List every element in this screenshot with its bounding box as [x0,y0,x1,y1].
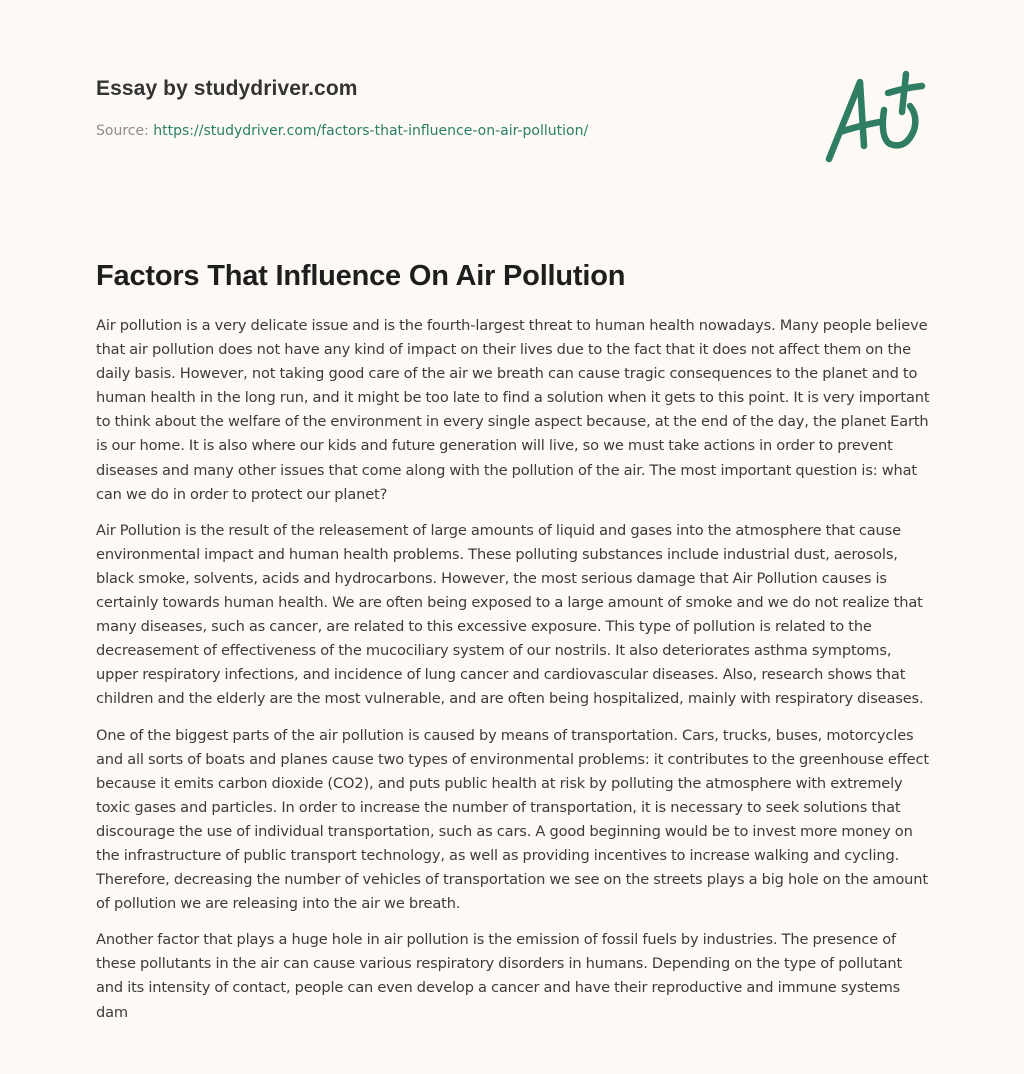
source-link[interactable]: https://studydriver.com/factors-that-influence-on-air-pollution/ [153,123,589,139]
source-line [96,121,816,141]
source-label: Source: [96,123,149,139]
essay-body [96,314,932,1037]
a-plus-grade-icon [820,66,928,166]
essay-paragraph: Air pollution is a very delicate issue and is the fourth-largest threat to human health nowadays. Many people believe that air pollution does not have any kind of impact on their lives due to the fact that it does not affect them on the daily basis. However, not taking good care of the air we breath can cause tragic consequences to the planet and to human health in the long run, and it might be too late to find a solution when it gets to this point. It is very important to think about the welfare of the environment in every single aspect because, at the end of the day, the planet Earth is our home. It is also where our kids and future generation will live, so we must take actions in order to prevent diseases and many other issues that come along with the pollution of the air. The most important question is: what can we do in order to protect our planet? [96,317,930,503]
essay-paragraph: Air Pollution is the result of the releasement of large amounts of liquid and gases into the atmosphere that cause environmental impact and human health problems. These polluting substances include industrial dust, aerosols, black smoke, solvents, acids and hydrocarbons. However, the most serious damage that Air Pollution causes is certainly towards human health. We are often being exposed to a large amount of smoke and we do not realize that many diseases, such as cancer, are related to this excessive exposure. This type of pollution is related to the decreasement of effectiveness of the mucociliary system of our nostrils. It also deteriorates asthma symptoms, upper respiratory infections, and incidence of lung cancer and cardiovascular diseases. Also, research shows that children and the elderly are the most vulnerable, and are often being hospitalized, mainly with respiratory diseases. [96,521,924,708]
page-title: Factors That Influence On Air Pollution [96,260,626,292]
essay-paragraph: One of the biggest parts of the air pollution is caused by means of transportation. Cars, trucks, buses, motorcycles and all sorts of boats and planes cause two types of environmental problems: it contributes to the greenhouse effect because it emits carbon dioxide (CO2), and puts public health at risk by polluting the atmosphere with extremely toxic gases and particles. In order to increase the number of transportation, it is necessary to seek solutions that discourage the use of individual transportation, such as cars. A good beginning would be to invest more money on the infrastructure of public transport technology, as well as providing incentives to increase walking and cycling. Therefore, decreasing the number of vehicles of transportation we see on the streets plays a big hole on the amount of pollution we are releasing into the air we breath. [96,726,929,913]
essay-header [96,74,816,141]
site-title: Essay by studydriver.com [96,77,358,100]
essay-paragraph: Another factor that plays a huge hole in air pollution is the emission of fossil fuels by industries. The presence of these pollutants in the air can cause various respiratory disorders in humans. Depending on the type of pollutant and its intensity of contact, people can even develop a cancer and have their reproductive and immune systems dam [96,931,903,1021]
